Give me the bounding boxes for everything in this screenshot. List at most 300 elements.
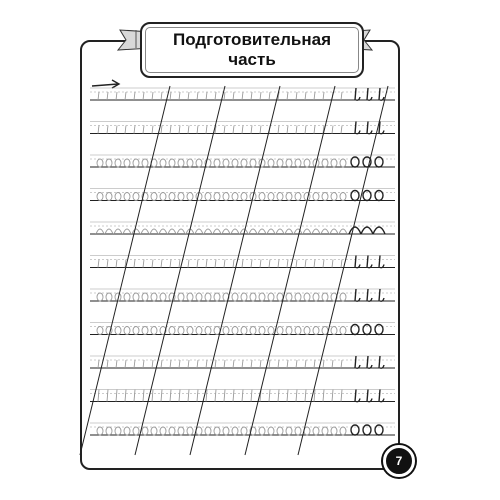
tracing-oval [295, 293, 301, 301]
slant-guide-line [245, 86, 335, 455]
sample-stroke [355, 122, 360, 134]
tracing-oval [178, 427, 184, 435]
tracing-arch [141, 229, 149, 234]
tracing-oval [277, 293, 283, 301]
tracing-oval [322, 427, 328, 435]
tracing-stroke [296, 126, 297, 134]
tracing-stroke [260, 260, 261, 268]
tracing-stroke [242, 260, 243, 268]
tracing-oval [295, 327, 301, 335]
tracing-stroke [296, 92, 297, 100]
tracing-stroke [107, 360, 108, 368]
tracing-stroke [233, 92, 234, 100]
tracing-oval [178, 193, 184, 201]
tracing-stroke [107, 126, 108, 134]
tracing-stroke [98, 126, 99, 134]
tracing-long-loop [332, 390, 333, 402]
tracing-oval [232, 293, 238, 301]
tracing-stroke [260, 360, 261, 368]
tracing-oval [187, 293, 193, 301]
tracing-long-loop [116, 390, 117, 402]
tracing-oval [304, 159, 310, 167]
tracing-arch [249, 229, 257, 234]
tracing-stroke [269, 360, 270, 368]
tracing-arch [339, 229, 347, 234]
tracing-arch [321, 229, 329, 234]
tracing-oval [124, 159, 130, 167]
tracing-stroke [98, 360, 99, 368]
tracing-stroke [179, 126, 180, 134]
tracing-oval [313, 193, 319, 201]
tracing-arch [150, 229, 158, 234]
tracing-oval [97, 427, 103, 435]
tracing-oval [340, 193, 346, 201]
tracing-stroke [314, 360, 315, 368]
tracing-oval [214, 293, 220, 301]
tracing-long-loop [170, 390, 171, 402]
tracing-stroke [170, 360, 171, 368]
tracing-long-loop [314, 390, 315, 402]
direction-arrow [92, 84, 118, 86]
sample-stroke [355, 88, 360, 100]
tracing-oval [196, 293, 202, 301]
tracing-stroke [251, 360, 252, 368]
page-title-line1: Подготовительная [172, 30, 332, 49]
slant-guide-line [190, 86, 280, 455]
tracing-arch [276, 229, 284, 234]
sample-stroke [379, 256, 384, 268]
tracing-stroke [206, 360, 207, 368]
sample-arch [373, 227, 385, 234]
tracing-oval [223, 159, 229, 167]
tracing-stroke [107, 260, 108, 268]
tracing-oval [268, 193, 274, 201]
tracing-oval [259, 193, 265, 201]
tracing-stroke [341, 126, 342, 134]
tracing-arch [123, 229, 131, 234]
tracing-stroke [278, 126, 279, 134]
tracing-oval [340, 427, 346, 435]
sample-oval [351, 191, 359, 201]
tracing-stroke [314, 260, 315, 268]
tracing-oval [196, 159, 202, 167]
tracing-stroke [188, 360, 189, 368]
tracing-stroke [296, 360, 297, 368]
tracing-oval [187, 159, 193, 167]
tracing-stroke [332, 260, 333, 268]
tracing-oval [169, 159, 175, 167]
tracing-stroke [224, 260, 225, 268]
tracing-oval [259, 327, 265, 335]
tracing-stroke [152, 260, 153, 268]
slant-guide-line [298, 86, 388, 455]
sample-stroke [367, 356, 372, 368]
tracing-stroke [152, 126, 153, 134]
tracing-oval [205, 327, 211, 335]
tracing-oval [241, 427, 247, 435]
page-title-line2: часть [228, 50, 276, 69]
tracing-stroke [134, 92, 135, 100]
tracing-oval [205, 427, 211, 435]
tracing-long-loop [161, 390, 162, 402]
tracing-oval [133, 159, 139, 167]
tracing-stroke [215, 260, 216, 268]
tracing-stroke [215, 92, 216, 100]
sample-arch [361, 227, 373, 234]
sample-stroke [379, 356, 384, 368]
tracing-oval [133, 293, 139, 301]
tracing-long-loop [305, 390, 306, 402]
tracing-oval [295, 427, 301, 435]
tracing-stroke [341, 92, 342, 100]
tracing-stroke [323, 92, 324, 100]
tracing-stroke [233, 260, 234, 268]
tracing-oval [268, 293, 274, 301]
tracing-stroke [134, 260, 135, 268]
tracing-oval [259, 427, 265, 435]
tracing-stroke [143, 92, 144, 100]
tracing-oval [322, 327, 328, 335]
tracing-oval [133, 327, 139, 335]
tracing-stroke [233, 360, 234, 368]
sample-stroke [367, 88, 372, 100]
tracing-arch [195, 229, 203, 234]
tracing-oval [223, 427, 229, 435]
tracing-oval [196, 327, 202, 335]
tracing-stroke [323, 360, 324, 368]
tracing-long-loop [323, 390, 324, 402]
tracing-long-loop [98, 390, 99, 402]
tracing-long-loop [251, 390, 252, 402]
tracing-stroke [314, 126, 315, 134]
tracing-stroke [341, 360, 342, 368]
tracing-oval [331, 193, 337, 201]
tracing-stroke [188, 126, 189, 134]
tracing-stroke [143, 260, 144, 268]
tracing-oval [313, 327, 319, 335]
tracing-oval [115, 427, 121, 435]
tracing-stroke [287, 360, 288, 368]
tracing-oval [313, 293, 319, 301]
tracing-oval [124, 193, 130, 201]
tracing-oval [295, 193, 301, 201]
tracing-oval [124, 293, 130, 301]
tracing-oval [268, 427, 274, 435]
tracing-arch [222, 229, 230, 234]
tracing-oval [205, 293, 211, 301]
tracing-arch [105, 229, 113, 234]
tracing-oval [241, 159, 247, 167]
tracing-stroke [206, 92, 207, 100]
sample-stroke [379, 88, 384, 100]
tracing-arch [267, 229, 275, 234]
tracing-stroke [269, 260, 270, 268]
tracing-oval [160, 293, 166, 301]
tracing-stroke [125, 360, 126, 368]
tracing-stroke [170, 260, 171, 268]
sample-oval [375, 325, 383, 335]
tracing-oval [169, 193, 175, 201]
tracing-arch [258, 229, 266, 234]
tracing-oval [223, 193, 229, 201]
tracing-stroke [287, 126, 288, 134]
tracing-oval [142, 327, 148, 335]
tracing-arch [303, 229, 311, 234]
tracing-arch [159, 229, 167, 234]
tracing-stroke [305, 92, 306, 100]
tracing-arch [177, 229, 185, 234]
tracing-oval [322, 293, 328, 301]
tracing-long-loop [233, 390, 234, 402]
tracing-oval [106, 427, 112, 435]
tracing-oval [214, 327, 220, 335]
tracing-long-loop [224, 390, 225, 402]
tracing-oval [232, 427, 238, 435]
tracing-stroke [251, 92, 252, 100]
tracing-oval [232, 327, 238, 335]
tracing-oval [277, 193, 283, 201]
tracing-stroke [242, 126, 243, 134]
tracing-stroke [98, 92, 99, 100]
tracing-oval [331, 327, 337, 335]
tracing-oval [340, 293, 346, 301]
tracing-stroke [116, 92, 117, 100]
tracing-stroke [269, 92, 270, 100]
tracing-oval [250, 327, 256, 335]
sample-stroke [367, 122, 372, 134]
sample-oval [351, 425, 359, 435]
tracing-oval [286, 327, 292, 335]
tracing-oval [115, 327, 121, 335]
tracing-stroke [125, 126, 126, 134]
tracing-long-loop [107, 390, 108, 402]
tracing-oval [151, 193, 157, 201]
tracing-stroke [197, 92, 198, 100]
tracing-oval [187, 427, 193, 435]
sample-oval [363, 425, 371, 435]
tracing-oval [268, 159, 274, 167]
tracing-stroke [161, 92, 162, 100]
tracing-stroke [125, 92, 126, 100]
tracing-oval [205, 193, 211, 201]
tracing-long-loop [152, 390, 153, 402]
tracing-stroke [323, 260, 324, 268]
tracing-stroke [251, 126, 252, 134]
tracing-oval [223, 327, 229, 335]
tracing-oval [115, 159, 121, 167]
tracing-stroke [305, 260, 306, 268]
tracing-oval [313, 427, 319, 435]
tracing-long-loop [188, 390, 189, 402]
sample-oval [375, 425, 383, 435]
tracing-stroke [305, 126, 306, 134]
sample-stroke [355, 390, 360, 402]
tracing-oval [340, 159, 346, 167]
sample-stroke [379, 289, 384, 301]
tracing-stroke [188, 92, 189, 100]
tracing-stroke [134, 360, 135, 368]
tracing-arch [168, 229, 176, 234]
sample-stroke [355, 356, 360, 368]
tracing-oval [340, 327, 346, 335]
tracing-long-loop [125, 390, 126, 402]
sample-stroke [355, 256, 360, 268]
tracing-oval [322, 193, 328, 201]
tracing-stroke [116, 260, 117, 268]
tracing-stroke [116, 360, 117, 368]
tracing-stroke [143, 126, 144, 134]
tracing-arch [312, 229, 320, 234]
tracing-stroke [179, 260, 180, 268]
tracing-long-loop [215, 390, 216, 402]
tracing-oval [178, 293, 184, 301]
sample-stroke [367, 289, 372, 301]
tracing-oval [151, 293, 157, 301]
tracing-stroke [305, 360, 306, 368]
tracing-long-loop [278, 390, 279, 402]
tracing-stroke [161, 126, 162, 134]
tracing-stroke [224, 92, 225, 100]
tracing-stroke [233, 126, 234, 134]
tracing-oval [277, 427, 283, 435]
tracing-oval [124, 327, 130, 335]
tracing-oval [277, 327, 283, 335]
tracing-oval [106, 193, 112, 201]
sample-stroke [355, 289, 360, 301]
tracing-oval [115, 193, 121, 201]
sample-arch [349, 227, 361, 234]
tracing-oval [169, 327, 175, 335]
tracing-oval [133, 427, 139, 435]
tracing-oval [232, 193, 238, 201]
tracing-stroke [242, 360, 243, 368]
tracing-stroke [188, 260, 189, 268]
tracing-oval [259, 293, 265, 301]
tracing-stroke [161, 260, 162, 268]
tracing-stroke [134, 126, 135, 134]
tracing-oval [106, 159, 112, 167]
slant-guide-line [135, 86, 225, 455]
tracing-oval [304, 293, 310, 301]
tracing-oval [268, 327, 274, 335]
tracing-oval [178, 327, 184, 335]
sample-stroke [367, 256, 372, 268]
sample-oval [351, 157, 359, 167]
tracing-stroke [143, 360, 144, 368]
tracing-stroke [287, 260, 288, 268]
tracing-oval [322, 159, 328, 167]
tracing-long-loop [179, 390, 180, 402]
tracing-oval [331, 159, 337, 167]
tracing-oval [286, 193, 292, 201]
tracing-stroke [197, 126, 198, 134]
tracing-oval [295, 159, 301, 167]
tracing-oval [187, 193, 193, 201]
tracing-oval [106, 293, 112, 301]
sample-oval [363, 191, 371, 201]
tracing-oval [232, 159, 238, 167]
tracing-stroke [197, 360, 198, 368]
tracing-oval [97, 193, 103, 201]
tracing-arch [330, 229, 338, 234]
tracing-oval [142, 159, 148, 167]
tracing-arch [285, 229, 293, 234]
tracing-long-loop [296, 390, 297, 402]
tracing-stroke [206, 260, 207, 268]
tracing-stroke [341, 260, 342, 268]
tracing-arch [114, 229, 122, 234]
tracing-stroke [179, 92, 180, 100]
tracing-oval [214, 193, 220, 201]
tracing-oval [178, 159, 184, 167]
tracing-oval [97, 159, 103, 167]
tracing-oval [160, 159, 166, 167]
tracing-stroke [224, 360, 225, 368]
tracing-arch [294, 229, 302, 234]
tracing-long-loop [269, 390, 270, 402]
tracing-stroke [179, 360, 180, 368]
sample-stroke [379, 390, 384, 402]
tracing-stroke [116, 126, 117, 134]
tracing-stroke [296, 260, 297, 268]
tracing-oval [286, 159, 292, 167]
tracing-oval [214, 159, 220, 167]
tracing-oval [241, 193, 247, 201]
tracing-stroke [197, 260, 198, 268]
tracing-oval [133, 193, 139, 201]
tracing-stroke [170, 126, 171, 134]
tracing-oval [160, 427, 166, 435]
tracing-stroke [206, 126, 207, 134]
tracing-oval [142, 427, 148, 435]
tracing-stroke [161, 360, 162, 368]
sample-stroke [379, 122, 384, 134]
sample-stroke [367, 390, 372, 402]
tracing-long-loop [287, 390, 288, 402]
tracing-oval [97, 327, 103, 335]
tracing-oval [304, 327, 310, 335]
tracing-stroke [152, 360, 153, 368]
tracing-long-loop [143, 390, 144, 402]
tracing-arch [204, 229, 212, 234]
tracing-long-loop [197, 390, 198, 402]
tracing-oval [142, 293, 148, 301]
page-number: 7 [395, 454, 403, 468]
tracing-stroke [224, 126, 225, 134]
tracing-stroke [251, 260, 252, 268]
tracing-oval [241, 293, 247, 301]
tracing-oval [151, 327, 157, 335]
sample-oval [375, 191, 383, 201]
tracing-stroke [287, 92, 288, 100]
tracing-stroke [107, 92, 108, 100]
tracing-oval [160, 193, 166, 201]
tracing-stroke [260, 92, 261, 100]
tracing-oval [214, 427, 220, 435]
sample-oval [351, 325, 359, 335]
tracing-oval [250, 293, 256, 301]
page-number-badge [383, 445, 415, 477]
tracing-stroke [242, 92, 243, 100]
tracing-stroke [260, 126, 261, 134]
tracing-oval [97, 293, 103, 301]
tracing-arch [213, 229, 221, 234]
tracing-stroke [314, 92, 315, 100]
tracing-arch [231, 229, 239, 234]
tracing-oval [124, 427, 130, 435]
tracing-long-loop [242, 390, 243, 402]
tracing-stroke [170, 92, 171, 100]
